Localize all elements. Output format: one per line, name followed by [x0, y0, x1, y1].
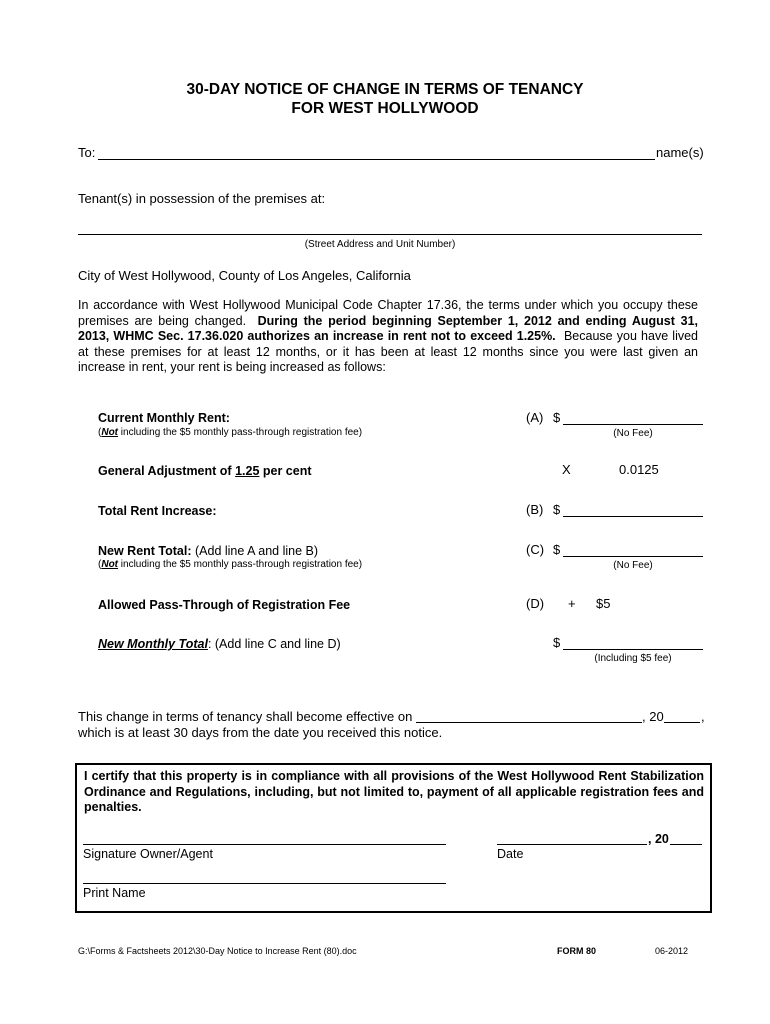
monthly-total-field[interactable] [563, 649, 703, 650]
letter-d: (D) [526, 596, 545, 611]
multiply-sign: X [562, 462, 571, 477]
footer-form-number: FORM 80 [557, 946, 597, 956]
pass-through-label: Allowed Pass-Through of Registration Fee [98, 598, 351, 612]
new-rent-total-note [98, 558, 362, 571]
letter-c: (C) [526, 542, 545, 557]
intro-bold: During the period beginning September 1, 2012 and ending August 31, 2013, WHMC Sec. 17.36.020 authorizes an increase in rent not to exceed 1.25%. [78, 313, 698, 343]
note-not: Not [101, 427, 119, 438]
print-name-label: Print Name [83, 886, 146, 900]
effective-comma: , [701, 709, 705, 724]
effective-date-field[interactable] [416, 722, 642, 723]
note-open-c: ( [98, 559, 102, 570]
adjustment-label-pre: General Adjustment of [98, 464, 236, 478]
effective-year-field[interactable] [664, 722, 700, 723]
dollar-a: $ [553, 410, 561, 425]
city-line: City of West Hollywood, County of Los Angeles, California [78, 268, 411, 283]
monthly-total-rest: : (Add line C and line D) [207, 637, 341, 651]
new-rent-total-caption: (No Fee) [613, 560, 653, 571]
certification-text: I certify that this property is in compliance with all provisions of the West Hollywood Rent Stabilization Ordinance and Regulations, including, but not limited to, payment of all applicable registration fees and penalties. [84, 769, 704, 814]
dollar-total: $ [553, 635, 561, 650]
date-year-prefix: , 20 [648, 832, 669, 846]
adjustment-value: 0.0125 [619, 462, 659, 477]
adjustment-label [98, 463, 312, 479]
intro-part1: In accordance with West Hollywood Municipal Code Chapter 17.36, the terms under which you occupy these premises are being changed. [78, 298, 698, 328]
adjustment-label-post: per cent [259, 464, 312, 478]
note-open: ( [98, 427, 102, 438]
current-rent-field[interactable] [563, 424, 703, 425]
dollar-b: $ [553, 502, 561, 517]
new-rent-total-rest: (Add line A and line B) [191, 544, 319, 558]
adjustment-percent: 1.25 [235, 464, 260, 478]
to-names-suffix: name(s) [656, 145, 704, 160]
total-increase-label: Total Rent Increase: [98, 504, 217, 518]
pass-through-amount: $5 [596, 596, 611, 611]
to-name-field[interactable] [98, 159, 655, 160]
to-label: To: [78, 145, 96, 160]
intro-paragraph [78, 298, 698, 376]
dollar-c: $ [553, 542, 561, 557]
current-rent-caption: (No Fee) [613, 428, 653, 439]
effective-text: This change in terms of tenancy shall become effective on [78, 709, 413, 724]
letter-a: (A) [526, 410, 544, 425]
tenants-label: Tenant(s) in possession of the premises at: [78, 191, 326, 206]
intro-part2: Because you have lived at these premises for at least 12 months, or it has been at least 12 months since you were last given an increase in rent, your rent is being increased as follows: [78, 329, 699, 374]
note-not-c: Not [101, 559, 119, 570]
new-rent-total-field[interactable] [563, 556, 703, 557]
page-subtitle: FOR WEST HOLLYWOOD [291, 100, 479, 117]
new-rent-total-label [98, 543, 318, 559]
monthly-total-caption: (Including $5 fee) [594, 653, 672, 664]
footer-form-date: 06-2012 [655, 946, 689, 956]
plus-sign: + [568, 596, 576, 611]
page-title: 30-DAY NOTICE OF CHANGE IN TERMS OF TENANCY [186, 81, 584, 98]
note-rest: including the $5 monthly pass-through registration fee) [118, 427, 363, 438]
signature-field[interactable] [83, 844, 446, 845]
footer-file-path: G:\Forms & Factsheets 2012\30-Day Notice to Increase Rent (80).doc [78, 946, 357, 956]
total-increase-field[interactable] [563, 516, 703, 517]
date-year-field[interactable] [670, 844, 702, 845]
date-label: Date [497, 847, 524, 861]
current-rent-label: Current Monthly Rent: [98, 411, 230, 425]
street-address-caption: (Street Address and Unit Number) [304, 239, 456, 250]
effective-year-prefix: , 20 [642, 709, 664, 724]
signature-label: Signature Owner/Agent [83, 847, 213, 861]
monthly-total-bold: New Monthly Total [98, 637, 208, 651]
letter-b: (B) [526, 502, 544, 517]
effective-line2: which is at least 30 days from the date you received this notice. [78, 725, 443, 740]
note-rest-c: including the $5 monthly pass-through registration fee) [118, 559, 363, 570]
new-rent-total-bold: New Rent Total: [98, 544, 192, 558]
print-name-field[interactable] [83, 883, 446, 884]
monthly-total-label [98, 636, 341, 652]
date-field[interactable] [497, 844, 647, 845]
street-address-field[interactable] [78, 234, 702, 235]
current-rent-note [98, 426, 362, 439]
